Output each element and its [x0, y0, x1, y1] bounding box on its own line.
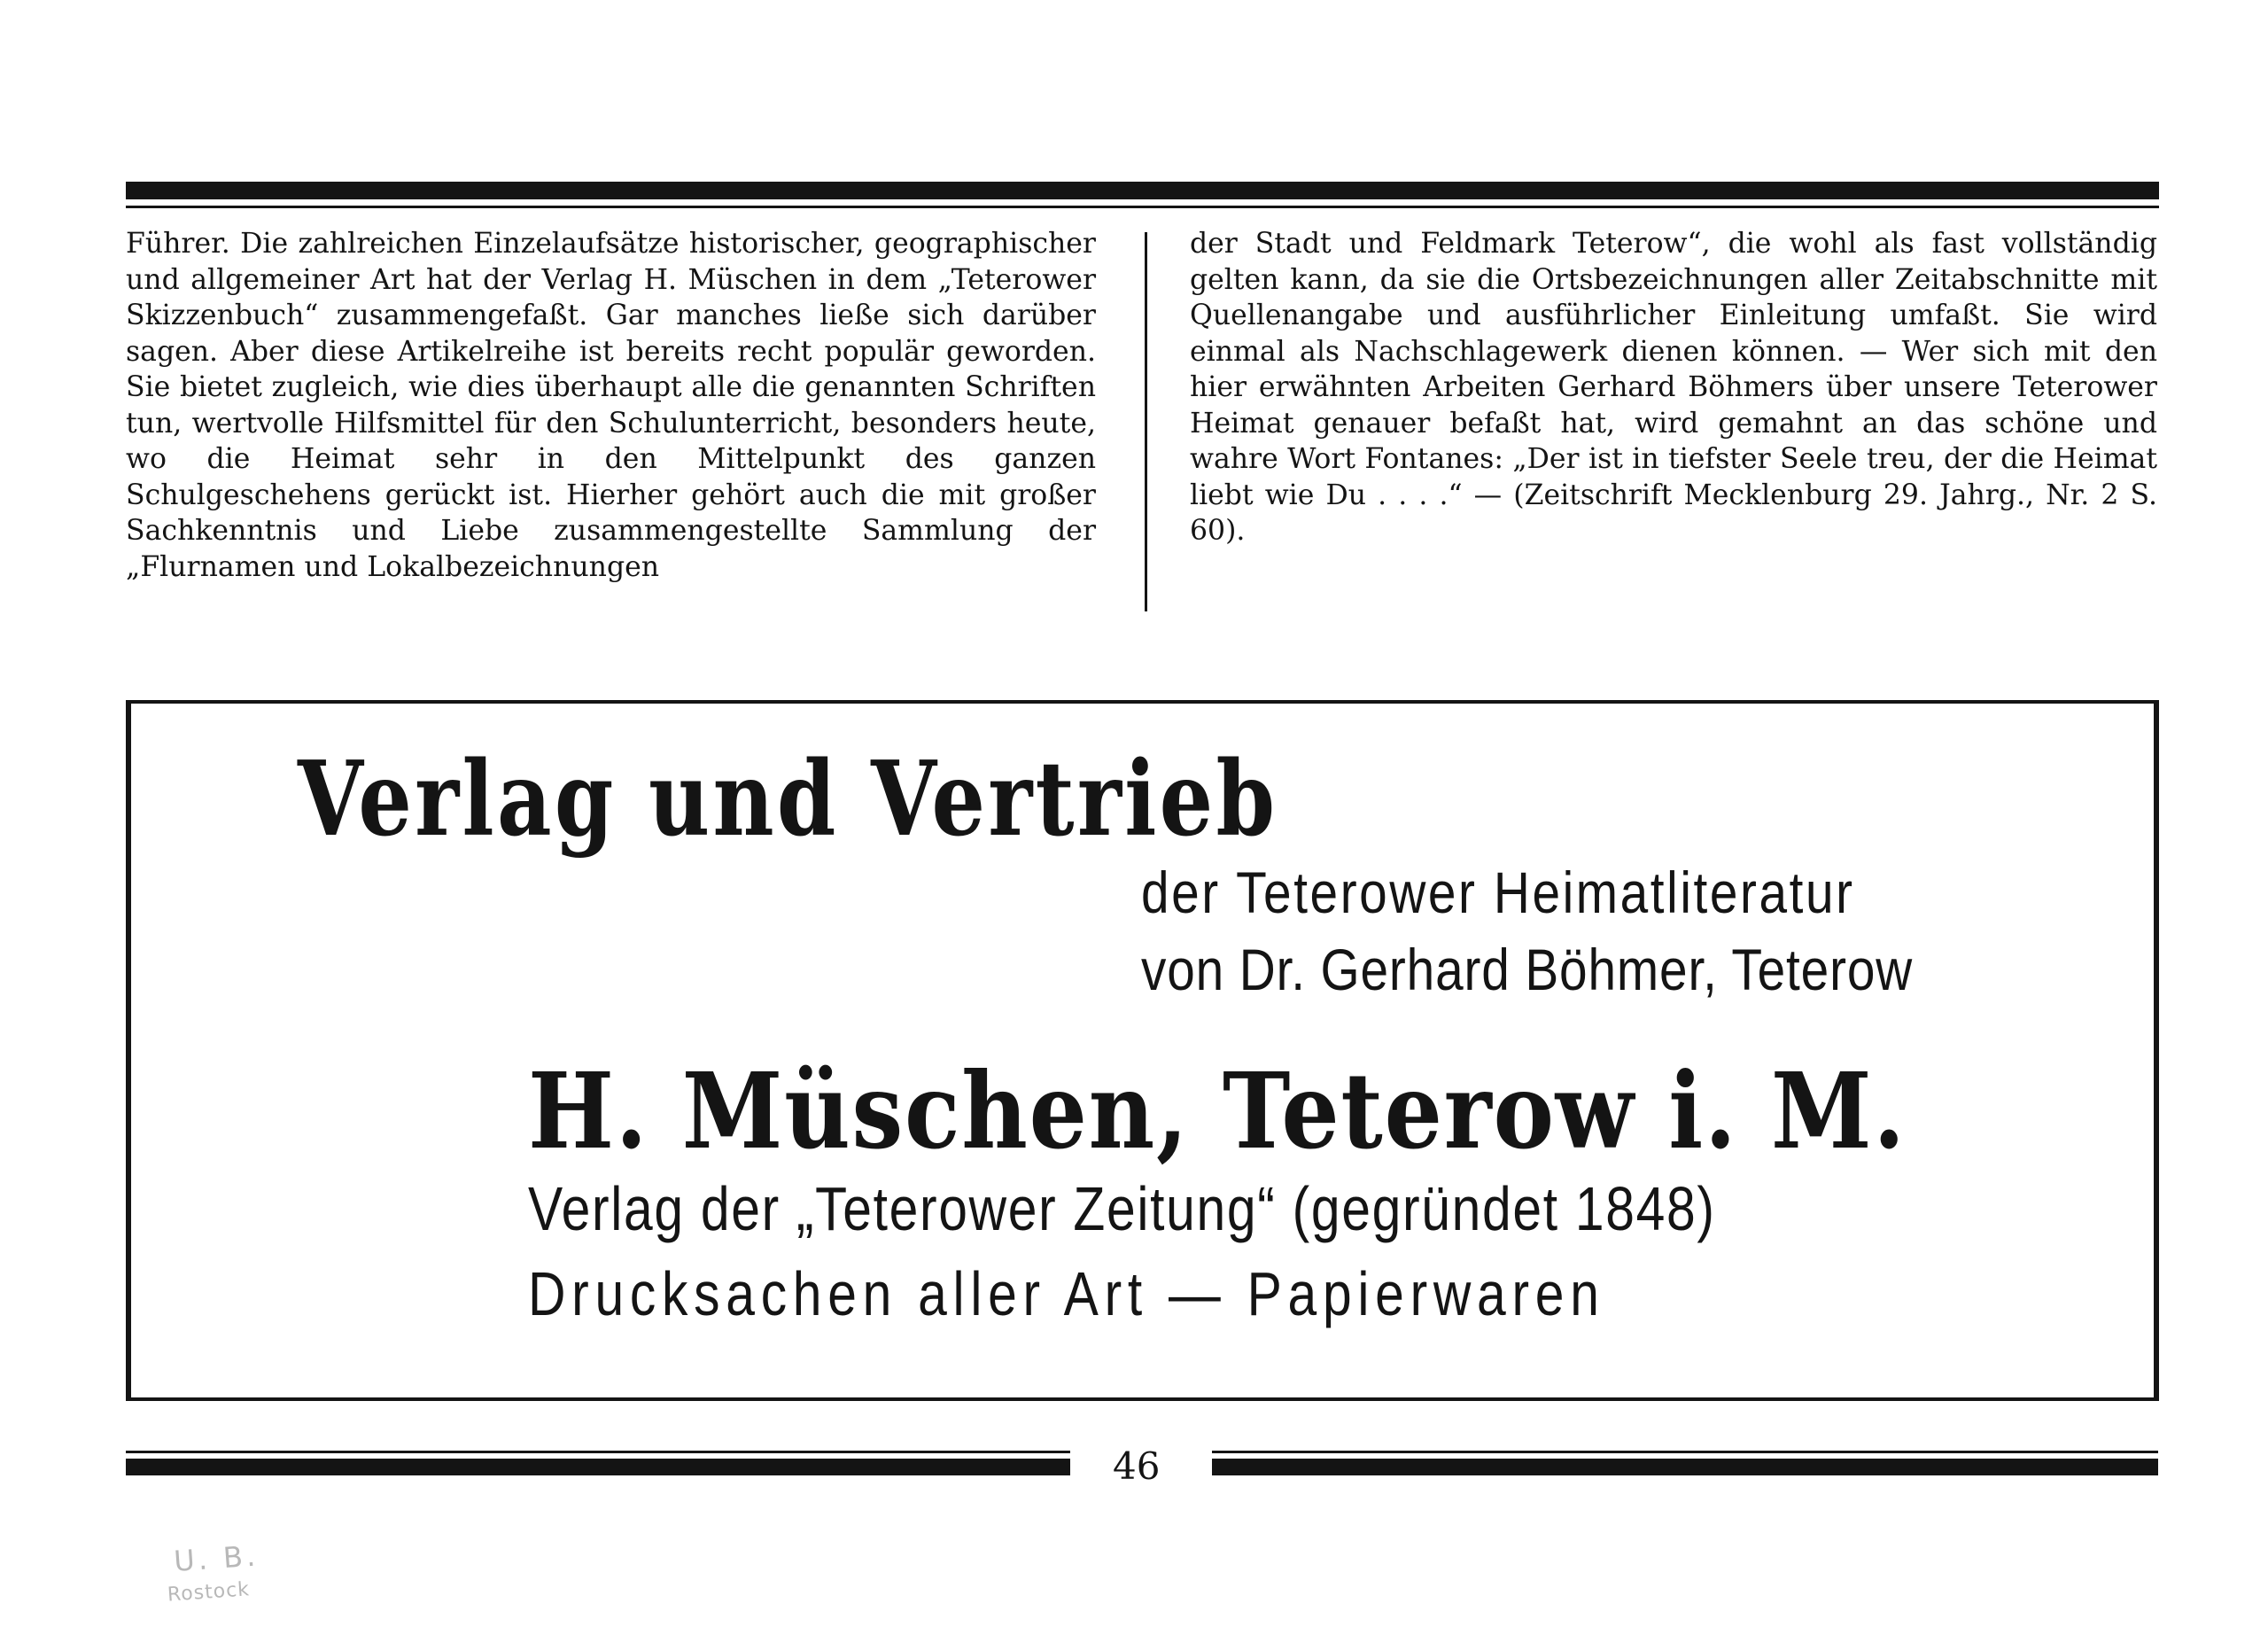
bottom-rule-left-thin	[126, 1451, 1070, 1453]
top-rule	[126, 182, 2159, 212]
bottom-rule-left	[126, 1451, 1070, 1477]
ad-subline-2: von Dr. Gerhard Böhmer, Teterow	[1141, 937, 1914, 1002]
page-number: 46	[1113, 1444, 1161, 1488]
article-left-text: Führer. Die zahlreichen Einzelaufsätze historischer, geographischer und allgemeiner Art hat der Verlag H. Müschen in dem „Teterower Skizzenbuch“ zusammengefaßt. Gar manches ließe sich darüber sagen. Aber diese Artikelreihe ist bereits recht populär geworden. Sie bietet zugleich, wie dies überhaupt alle die genannten Schriften tun, wertvolle Hilfsmittel für den Schulunterricht, besonders heute, wo die Heimat sehr in den Mittelpunkt des ganzen Schulgeschehens gerückt ist. Hierher gehört auch die mit großer Sachkenntnis und Liebe zusammengestellte Sammlung der „Flurnamen und Lokalbezeichnungen	[126, 228, 1096, 583]
bottom-rule-right	[1212, 1451, 2158, 1477]
ad-line-2: Drucksachen aller Art — Papierwaren	[528, 1259, 1605, 1328]
top-rule-thin	[126, 206, 2159, 208]
ad-firm-name: H. Müschen, Teterow i. M.	[528, 1049, 1907, 1172]
article-left-column	[126, 226, 1096, 585]
bottom-rule-right-thin	[1212, 1451, 2158, 1453]
article-right-text: der Stadt und Feldmark Teterow“, die wohl als fast vollständig gelten kann, da sie die Ortsbezeichnungen aller Zeitabschnitte mit Quellenangabe und ausführlicher Einleitung umfaßt. Sie wird einmal als Nachschlagewerk dienen können. — Wer sich mit den hier erwähnten Arbeiten Gerhard Böhmers über unsere Teterower Heimat genauer befaßt hat, wird gemahnt an das schöne und wahre Wort Fontanes: „Der ist in tiefster Seele treu, der die Heimat liebt wie Du . . . .“ — (Zeitschrift Mecklenburg 29. Jahrg., Nr. 2 S. 60).	[1190, 228, 2157, 547]
ad-headline: Verlag und Vertrieb	[298, 739, 1278, 860]
stamp-line-1: U. B.	[173, 1538, 260, 1579]
bottom-rule-right-thick	[1212, 1459, 2158, 1475]
ad-subline-1: der Teterower Heimatliteratur	[1141, 860, 1855, 925]
column-divider	[1145, 232, 1147, 611]
top-rule-thick	[126, 182, 2159, 199]
advertisement-box	[126, 700, 2159, 1401]
article-right-column	[1190, 226, 2157, 549]
library-stamp	[157, 1535, 322, 1625]
ad-line-1: Verlag der „Teterower Zeitung“ (gegründet 1848)	[528, 1174, 1716, 1243]
stamp-line-2: Rostock	[167, 1578, 251, 1607]
bottom-rule-left-thick	[126, 1459, 1070, 1475]
